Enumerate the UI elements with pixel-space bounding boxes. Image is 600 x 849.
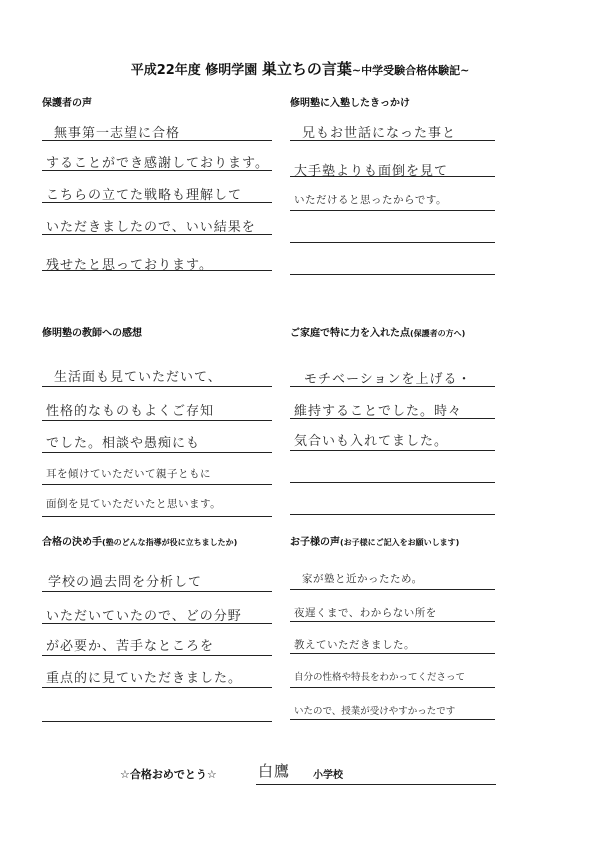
- ruled-line: [42, 140, 272, 141]
- ruled-line: [290, 589, 495, 590]
- section-heading-text: 合格の決め手: [42, 537, 102, 548]
- ruled-line: [42, 721, 272, 722]
- section-heading: [290, 533, 459, 548]
- answer-line: 兄もお世話になった事と: [302, 126, 457, 141]
- ruled-line: [42, 591, 272, 592]
- answer-line: 面倒を見ていただいたと思います。: [46, 498, 222, 510]
- school-underline: [256, 784, 496, 785]
- answer-line: 無事第一志望に合格: [54, 126, 181, 141]
- ruled-line: [42, 234, 272, 235]
- ruled-line: [290, 450, 495, 451]
- ruled-line: [290, 274, 495, 275]
- answer-line: 耳を傾けていただいて親子ともに: [46, 468, 211, 480]
- section-child-voice: [290, 533, 495, 733]
- ruled-line: [290, 653, 495, 654]
- ruled-line: [290, 514, 495, 515]
- answer-line: でした。相談や愚痴にも: [46, 436, 201, 451]
- ruled-line: [42, 484, 272, 485]
- ruled-line: [290, 242, 495, 243]
- school-name: 白鷹: [258, 762, 291, 780]
- answer-line: いただきましたので、いい結果を: [46, 220, 256, 235]
- answer-line: 気合いも入れてました。: [294, 434, 449, 449]
- answer-line: いたので、授業が受けやすかったです: [294, 706, 456, 717]
- answer-line: 学校の過去問を分析して: [48, 575, 203, 590]
- ruled-line: [42, 623, 272, 624]
- answer-line: 維持することでした。時々: [294, 404, 463, 419]
- section-heading: [42, 533, 237, 548]
- answer-line: 生活面も見ていただいて、: [54, 370, 222, 385]
- section-heading: 修明塾の教師への感想: [42, 328, 142, 339]
- section-reason: [290, 94, 495, 294]
- section-heading: 保護者の声: [42, 98, 92, 109]
- section-heading-note: (お子様にご記入をお願いします): [340, 538, 460, 547]
- answer-line: いただけると思ったからです。: [294, 194, 448, 206]
- ruled-line: [42, 655, 272, 656]
- section-heading-text: ご家庭で特に力を入れた点: [290, 328, 410, 339]
- school-suffix: 小学校: [313, 770, 343, 781]
- answer-line: モチベーションを上げる・: [304, 372, 472, 387]
- section-decisive-factor: [42, 533, 272, 733]
- answer-line: いただいていたので、どの分野: [46, 609, 242, 624]
- ruled-line: [42, 386, 272, 387]
- section-teacher-impression: [42, 324, 272, 524]
- section-heading-note: (塾のどんな指導が役に立ちましたか): [102, 538, 238, 547]
- ruled-line: [290, 621, 495, 622]
- answer-line: 性格的なものもよくご存知: [46, 404, 215, 419]
- answer-line: が必要か、苦手なところを: [46, 639, 215, 654]
- title-main: 巣立ちの言葉: [261, 60, 352, 78]
- ruled-line: [290, 176, 495, 177]
- page-title: [0, 58, 600, 79]
- answer-line: 教えていただきました。: [294, 639, 415, 651]
- ruled-line: [42, 516, 272, 517]
- section-heading-note: (保護者の方へ): [410, 329, 466, 338]
- ruled-line: [290, 418, 495, 419]
- title-suffix: ~中学受験合格体験記~: [351, 64, 470, 77]
- ruled-line: [42, 202, 272, 203]
- ruled-line: [290, 386, 495, 387]
- answer-line: 大手塾よりも面倒を見て: [294, 164, 449, 179]
- answer-line: 重点的に見ていただきました。: [46, 671, 243, 686]
- section-parent-voice: [42, 94, 272, 294]
- answer-line: 家が塾と近かったため。: [302, 573, 423, 585]
- ruled-line: [290, 140, 495, 141]
- ruled-line: [42, 170, 272, 171]
- ruled-line: [290, 482, 495, 483]
- congrats-label: ☆合格おめでとう☆: [120, 768, 217, 781]
- answer-line: こちらの立てた戦略も理解して: [46, 188, 243, 203]
- title-prefix: 平成22年度 修明学園: [130, 63, 258, 78]
- ruled-line: [42, 452, 272, 453]
- ruled-line: [290, 210, 495, 211]
- ruled-line: [42, 687, 272, 688]
- answer-line: 夜遅くまで、わからない所を: [294, 607, 437, 619]
- answer-line: することができ感謝しております。: [46, 156, 269, 171]
- answer-line: 自分の性格や特長をわかってくださって: [294, 672, 466, 683]
- ruled-line: [290, 687, 495, 688]
- section-heading: 修明塾に入塾したきっかけ: [290, 98, 410, 109]
- section-heading-text: お子様の声: [290, 537, 340, 548]
- section-heading: [290, 324, 465, 339]
- ruled-line: [42, 270, 272, 271]
- answer-line: 残せたと思っております。: [46, 258, 213, 273]
- ruled-line: [42, 420, 272, 421]
- section-home-effort: [290, 324, 495, 524]
- ruled-line: [290, 719, 495, 720]
